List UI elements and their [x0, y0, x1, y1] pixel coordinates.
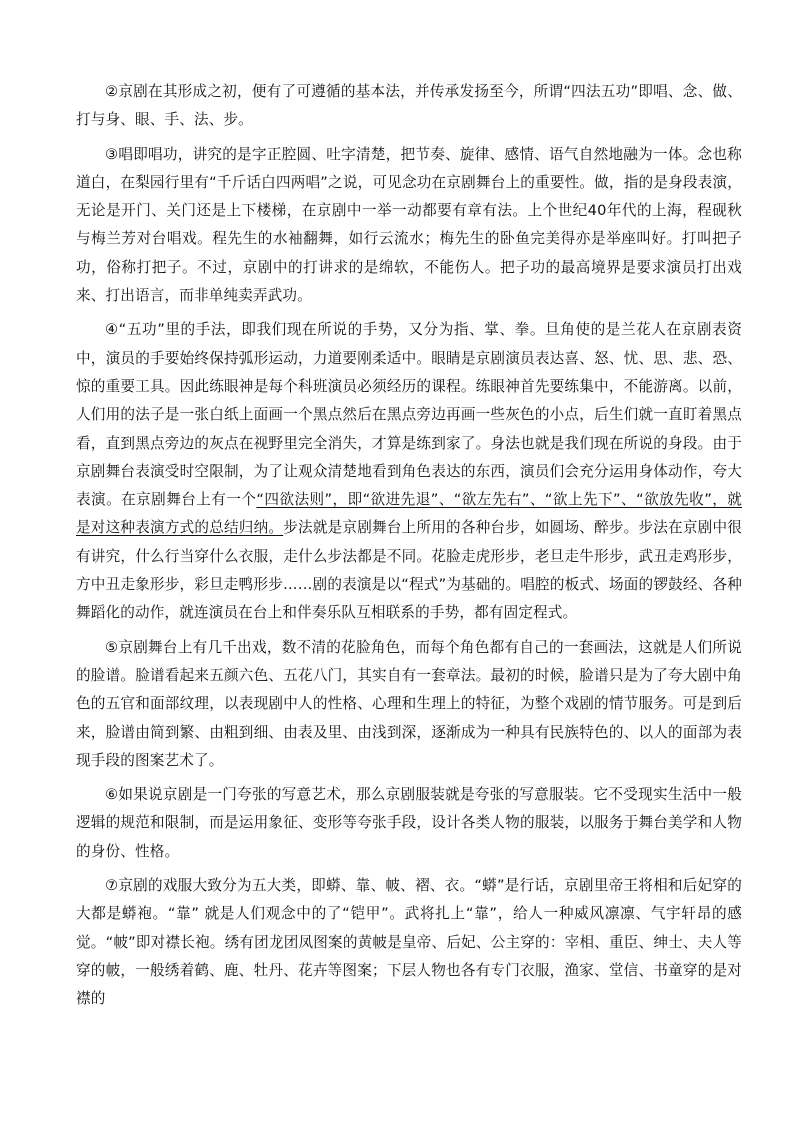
paragraph-7 — [76, 872, 742, 1013]
paragraph-7-text: ⑦京剧的戏服大致分为五大类，即蟒、靠、帔、褶、衣。“蟒”是行话，京剧里帝王将相和后妃穿的大都是蟒袍。“靠” 就是人们观念中的了“铠甲”。武将扎上“靠”，给人一种威风凛凛、气宇轩昂的感觉。“帔”即对襟长袍。绣有团龙团凤图案的黄帔是皇帝、后妃、公主穿的：宰相、重臣、绅士、夫人等穿的帔，一般绣着鹤、鹿、牡丹、花卉等图案；下层人物也各有专门衣服，渔家、堂信、书童穿的是对襟的 — [76, 877, 742, 1008]
paragraph-4-underlined-sentence: “四欲法则”，即“欲进先退”、“欲左先右”、“欲上先下”、“欲放先收”，就是对这种表演方式的总结归纳。 — [76, 491, 742, 537]
paragraph-3-text: ③唱即唱功，讲究的是字正腔圆、吐字清楚，把节奏、旋律、感情、语气自然地融为一体。念也称道白，在梨园行里有“千斤话白四两唱”之说，可见念功在京剧舞台上的重要性。做，指的是身段表演，无论是开门、关门还是上下楼梯，在京剧中一举一动都要有章有法。上个世纪40年代的上海，程砚秋与梅兰芳对台唱戏。程先生的水袖翻舞，如行云流水；梅先生的卧鱼完美得亦是举座叫好。打叫把子功，俗称打把子。不过，京剧中的打讲求的是绵软，不能伤人。把子功的最高境界是要求演员打出戏来、打出语言，而非单纯卖弄武功。 — [76, 145, 742, 305]
paragraph-4-text-after: 步法就是京剧舞台上所用的各种台步，如圆场、醉步。步法在京剧中很有讲究，什么行当穿什么衣服，走什么步法都是不同。花脸走虎形步，老旦走牛形步，武丑走鸡形步，方中丑走象形步，彩旦走鸭形步……剧的表演是以“程式”为基础的。唱腔的板式、场面的锣鼓经、各种舞蹈化的动作，就连演员在台上和伴奏乐队互相联系的手势，都有固定程式。 — [76, 519, 742, 622]
paragraph-6 — [76, 781, 742, 866]
paragraph-4 — [76, 316, 742, 627]
paragraph-5 — [76, 634, 742, 775]
paragraph-6-text: ⑥如果说京剧是一门夸张的写意艺术，那么京剧服装就是夸张的写意服装。它不受现实生活中一般逻辑的规范和限制，而是运用象征、变形等夸张手段，设计各类人物的服装，以服务于舞台美学和人物的身份、性格。 — [76, 786, 742, 860]
paragraph-2-text: ②京剧在其形成之初，便有了可遵循的基本法，并传承发扬至今，所谓“四法五功”即唱、念、做、打与身、眼、手、法、步。 — [76, 83, 742, 129]
article-body — [76, 78, 742, 1020]
paragraph-4-text-before: ④“五功”里的手法，即我们现在所说的手势，又分为指、掌、拳。旦角使的是兰花人在京剧表资中，演员的手要始终保持弧形运动，力道要刚柔适中。眼睛是京剧演员表达喜、怒、忧、思、悲、恐、惊的重要工具。因此练眼神是每个科班演员必须经历的课程。练眼神首先要练集中，不能游离。以前，人们用的法子是一张白纸上面画一个黑点然后在黑点旁边再画一些灰色的小点，后生们就一直盯着黑点看，直到黑点旁边的灰点在视野里完全消失，才算是练到家了。身法也就是我们现在所说的身段。由于京剧舞台表演受时空限制，为了让观众清楚地看到角色表达的东西，演员们会充分运用身体动作，夸大表演。在京剧舞台上有一个 — [76, 321, 742, 509]
paragraph-2 — [76, 78, 742, 135]
paragraph-5-text: ⑤京剧舞台上有几千出戏，数不清的花脸角色，而每个角色都有自己的一套画法，这就是人们所说的脸谱。脸谱看起来五颜六色、五花八门，其实自有一套章法。最初的时候，脸谱只是为了夸大剧中角色的五官和面部纹理，以表现剧中人的性格、心理和生理上的特征，为整个戏剧的情节服务。可是到后来，脸谱由简到繁、由粗到细、由表及里、由浅到深，逐渐成为一种具有民族特色的、以人的面部为表现手段的图案艺术了。 — [76, 638, 742, 769]
paragraph-3 — [76, 141, 742, 311]
